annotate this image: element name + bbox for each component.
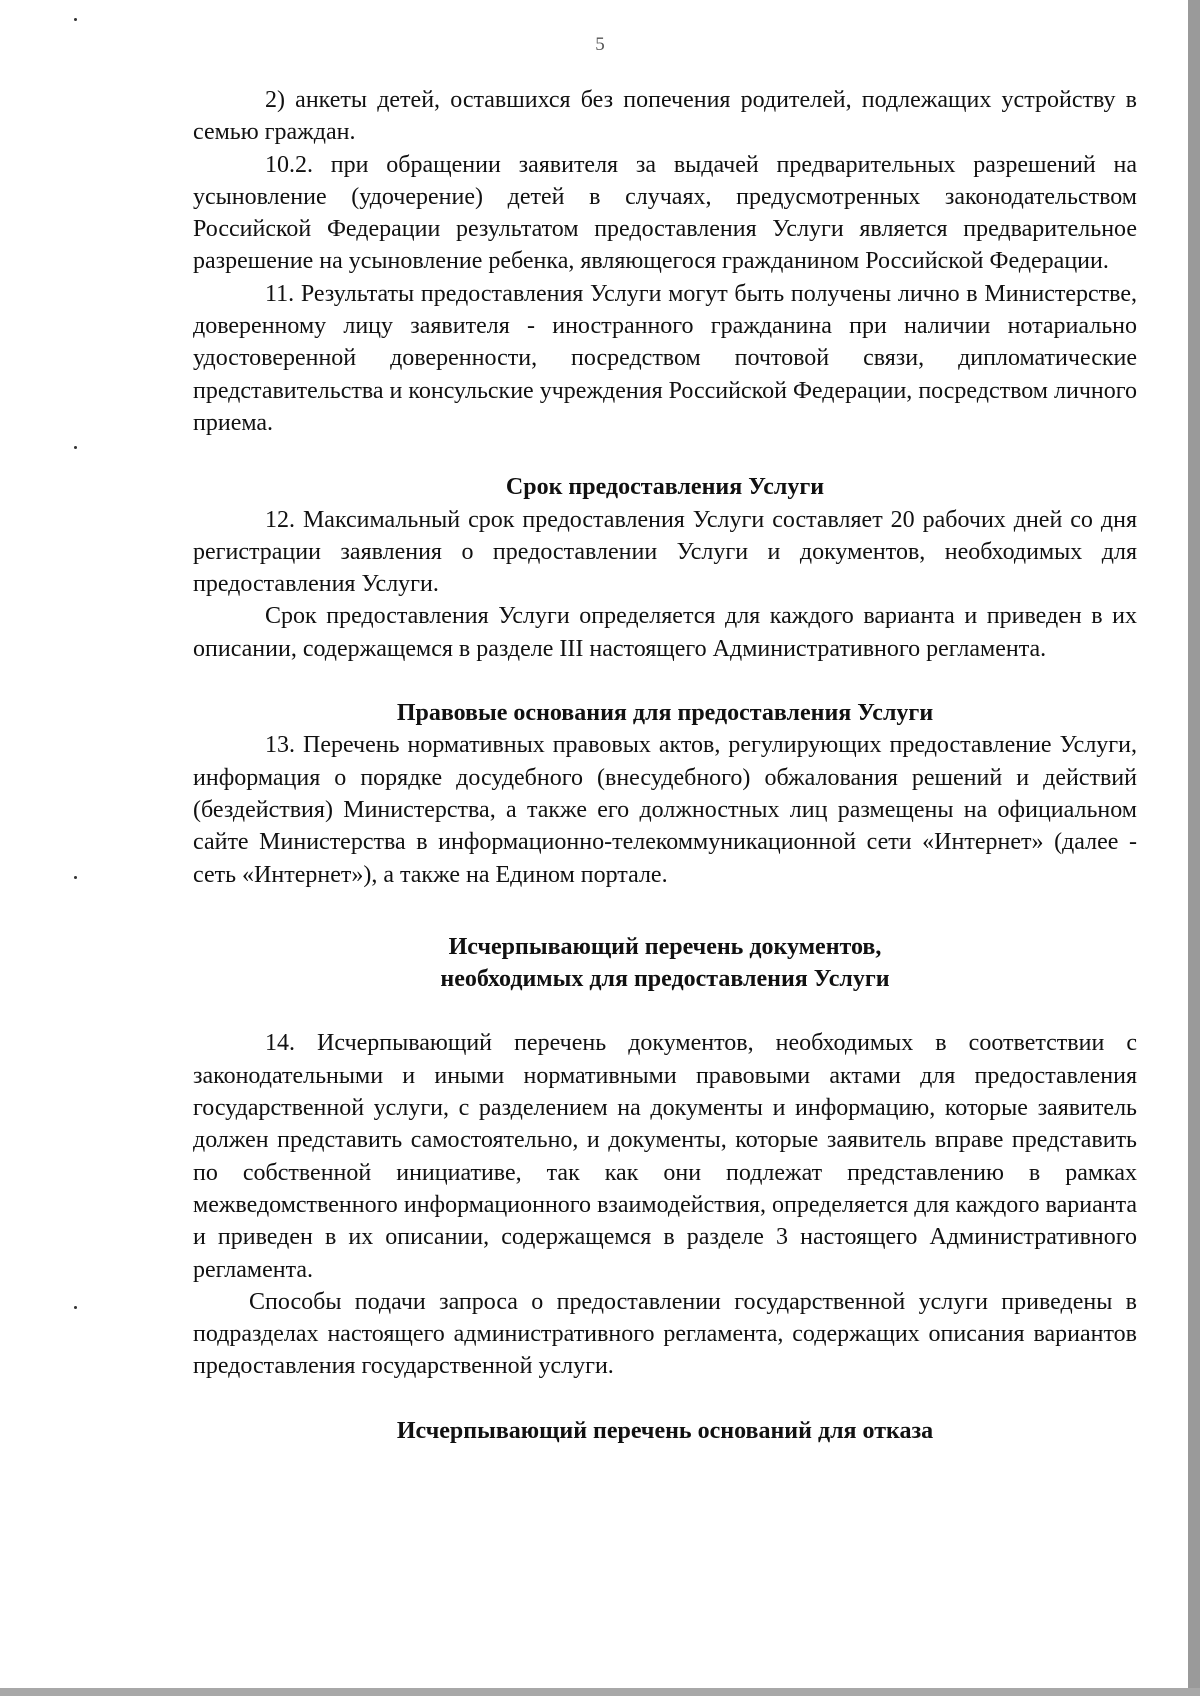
page-number: 5 — [595, 34, 605, 55]
paragraph-11: 11. Результаты предоставления Услуги могут быть получены лично в Министерстве, доверенному лицу заявителя - иностранного гражданина при наличии нотариально удостоверенной доверенности, посредством почтовой связи, дипломатические представительства и консульские учреждения Российской Федерации, посредством личного приема. — [193, 280, 1137, 436]
paragraph-10-2: 10.2. при обращении заявителя за выдачей предварительных разрешений на усыновление (удочерение) детей в случаях, предусмотренных законодательством Российской Федерации результатом предоставления Услуги является предварительное разрешение на усыновление ребенка, являющегося гражданином Российской Федерации. — [193, 151, 1137, 275]
scan-speck — [74, 446, 77, 449]
section-heading-documents-line2: необходимых для предоставления Услуги — [440, 966, 890, 993]
paragraph-questionnaires: 2) анкеты детей, оставшихся без попечения родителей, подлежащих устройству в семью граждан. — [193, 87, 1137, 146]
paragraph-13: 13. Перечень нормативных правовых актов, регулирующих предоставление Услуги, информация о порядке досудебного (внесудебного) обжалования решений и действий (бездействия) Министерства, а также его должностных лиц размещены на официальном сайте Министерства в информационно-телекоммуникационной сети «Интернет» (далее - сеть «Интернет»), а также на Едином портале. — [193, 732, 1137, 888]
scan-speck — [74, 18, 77, 21]
paragraph-submission-methods: Способы подачи запроса о предоставлении государственной услуги приведены в подразделах настоящего административного регламента, содержащих описания вариантов предоставления государственной услуги. — [193, 1288, 1137, 1380]
document-body — [193, 84, 1137, 1447]
scan-speck — [74, 876, 77, 879]
section-heading-refusal: Исчерпывающий перечень оснований для отказа — [396, 1417, 934, 1444]
scan-edge-bottom — [0, 1688, 1200, 1696]
section-heading-documents — [193, 931, 1137, 996]
paragraph-term-variants: Срок предоставления Услуги определяется для каждого варианта и приведен в их описании, содержащемся в разделе III настоящего Административного регламента. — [193, 603, 1137, 662]
paragraph-12: 12. Максимальный срок предоставления Услуги составляет 20 рабочих дней со дня регистрации заявления о предоставлении Услуги и документов, необходимых для предоставления Услуги. — [193, 506, 1137, 598]
paragraph-14: 14. Исчерпывающий перечень документов, необходимых в соответствии с законодательными и иными нормативными правовыми актами для предоставления государственной услуги, с разделением на документы и информацию, которые заявитель должен представить самостоятельно, и документы, которые заявитель вправе представить по собственной инициативе, так как они подлежат представлению в рамках межведомственного информационного взаимодействия, определяется для каждого варианта и приведен в их описании, содержащемся в разделе 3 настоящего Административного регламента. — [193, 1030, 1137, 1283]
section-heading-legal-basis: Правовые основания для предоставления Услуги — [396, 700, 934, 727]
section-heading-term: Срок предоставления Услуги — [505, 474, 825, 501]
scan-edge-right — [1188, 0, 1200, 1696]
section-heading-documents-line1: Исчерпывающий перечень документов, — [448, 933, 882, 960]
scan-speck — [74, 1306, 77, 1309]
